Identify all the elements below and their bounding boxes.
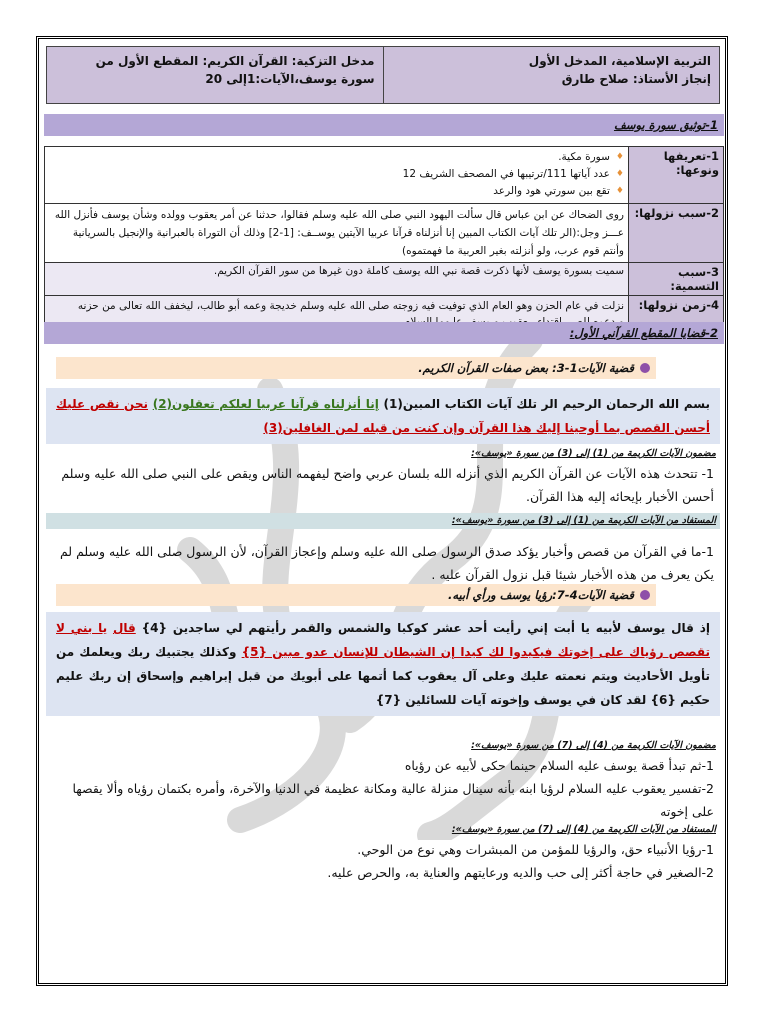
info-key: 3-سبب التسمية:: [629, 263, 724, 296]
header-table: [46, 46, 720, 104]
header-right-cell: [384, 47, 720, 103]
bullet-icon: ♦: [615, 186, 624, 196]
info-row: [45, 263, 724, 296]
info-value: [45, 147, 629, 204]
header-lesson: مدخل التزكية: القرآن الكريم: المقطع الأول من: [95, 54, 375, 68]
list-item: 1-رؤيا الأنبياء حق، والرؤيا للمؤمن من المبشرات وهي نوع من الوحي.: [357, 842, 714, 857]
header-author: إنجاز الأستاذ: صلاح طارق: [561, 72, 711, 86]
list-item: 2-تفسير يعقوب عليه السلام لرؤيا ابنه بأنه سينال منزلة عالية ومكانة عظيمة في الدنيا والآخرة، وأمره بكتمان رؤياه وألا يقصها على إخوته: [72, 781, 714, 819]
bullet-circle-icon: [640, 363, 650, 373]
content-1-text: 1- تتحدث هذه الآيات عن القرآن الكريم الذي أنزله الله بلسان عربي واضح ليفهمه الناس ويقص على النبي صلى الله عليه وسلم أحسن الأخبار بإيحائه إليه هذا القرآن.: [61, 466, 714, 504]
bullet-icon: ♦: [615, 152, 624, 162]
content-2-list: [46, 754, 720, 823]
info-row: [45, 147, 724, 204]
bullet-icon: ♦: [615, 169, 624, 179]
info-value: نزلت في عام الحزن وهو العام الذي توفيت فيه زوجته صلى الله عليه وسلم خديجة وعمه أبو طالب، ليخفف الله تعالى من حزنه: [45, 296, 629, 337]
info-key: 1-تعريفها ونوعها:: [629, 147, 724, 204]
bullet-item: ♦ سورة مكية.: [49, 149, 624, 166]
benefit-1-text: 1-ما في القرآن من قصص وأخبار يؤكد صدق الرسول صلى الله عليه وسلم وإعجاز القرآن، لأن الرسول صلى الله عليه وسلم لم يكن يعرف من هذه الأخبار شيئا قبل نزول القرآن عليه .: [59, 544, 714, 582]
info-key: 2-سبب نزولها:: [629, 204, 724, 263]
info-row: [45, 204, 724, 263]
list-item: 1-ثم تبدأ قصة يوسف عليه السلام حينما حكى لأبيه عن رؤياه: [404, 758, 714, 773]
header-verse-range: سورة يوسف،الآيات:1إلى 20: [205, 72, 375, 86]
section-2-title: 2-قضايا المقطع القرآني الأول:: [44, 322, 724, 344]
content-1-title: مضمون الآيات الكريمة من (1) إلى (3) من سورة «يوسف»:: [471, 448, 716, 459]
benefit-1-title: المستفاد من الآيات الكريمة من (1) إلى (3) من سورة «يوسف»:: [46, 513, 720, 529]
info-value: سميت بسورة يوسف لأنها ذكرت قصة نبي الله يوسف كاملة دون غيرها من سور القرآن الكريم.: [45, 263, 629, 296]
bullet-item: ♦ عدد آياتها 111/ترتيبها في المصحف الشريف 12: [49, 166, 624, 183]
list-item: 2-الصغير في حاجة أكثر إلى حب والديه ورعايتهم والعناية به، والحرص عليه.: [327, 865, 714, 880]
bullet-circle-icon: [640, 590, 650, 600]
content-2-title: مضمون الآيات الكريمة من (4) إلى (7) من سورة «يوسف»:: [471, 740, 716, 751]
benefit-2-list: [46, 838, 720, 884]
issue-1-heading: قضية الآيات1-3: بعض صفات القرآن الكريم.: [56, 357, 656, 379]
surah-info-table: [44, 146, 724, 337]
verse-block-1: بسم الله الرحمان الرحيم الر تلك آيات الكتاب المبين(1) إنا أنزلناه قرآنا عربيا لعلكم تعقلون(2) نحن نقص عليك أحسن القصص بما أوحينا إليك هذا القرآن وإن كنت من قبله لمن الغافلين(3): [46, 388, 720, 444]
info-key: 4-زمن نزولها:: [629, 296, 724, 337]
info-value: روى الضحاك عن ابن عباس قال سألت اليهود النبي صلى الله عليه وسلم فقالوا، حدثنا عن أمر يعقوب وولده وشأن يوسف فأنزل الله عـــز وجل:(الر تلك آيات الكتاب المبين إنا أنزلناه قرآنا عربيا الآيتين يوســف: [1-2] وذلك أن التوراة بالعبرانية والإنجيل بالسريانية وأنتم قوم عرب، ولو أنزلته بغير العربية ما فهمتموه): [45, 204, 629, 263]
benefit-2-title: المستفاد من الآيات الكريمة من (4) إلى (7) من سورة «يوسف»:: [451, 824, 716, 835]
header-left-cell: [47, 47, 384, 103]
issue-2-heading: قضية الآيات4-7:رؤيا يوسف ورأي أبيه.: [56, 584, 656, 606]
section-1-title: 1-توثيق سورة يوسف: [44, 114, 724, 136]
header-subject: التربية الإسلامية، المدخل الأول: [528, 54, 711, 68]
bullet-item: ♦ تقع بين سورتي هود والرعد: [49, 183, 624, 200]
verse-block-2: إذ قال يوسف لأبيه يا أبت إني رأيت أحد عشر كوكبا والشمس والقمر رأيتهم لي ساجدين {4} قال يا بني لا تقصص رؤياك على إخوتك فيكيدوا لك كيدا إن الشيطان للإنسان عدو مبين {5} وكذلك يجتبيك ربك ويعلمك من تأويل الأحاديث ويتم نعمته عليك وعلى آل يعقوب كما أتمها على أبويك من قبل إبراهيم وإسحاق إن ربك عليم حكيم {6} لقد كان في يوسف وإخوته آيات للسائلين {7}: [46, 612, 720, 716]
